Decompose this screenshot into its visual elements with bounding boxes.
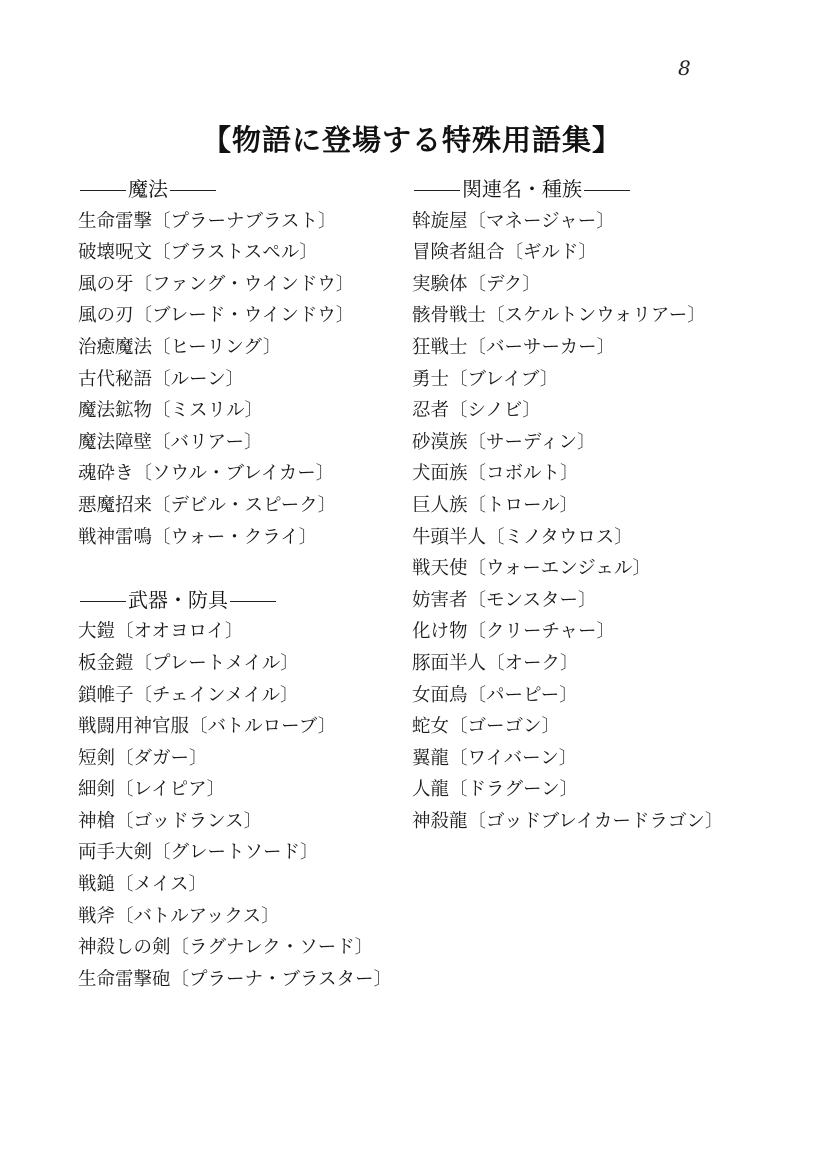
term-item: 忍者〔シノビ〕 — [412, 400, 541, 422]
section-heading-label: 武器・防具 — [128, 587, 228, 612]
term-item: 魔法障壁〔バリアー〕 — [78, 431, 263, 453]
term-list-weapons-armor — [78, 616, 408, 995]
term-item: 実験体〔デク〕 — [412, 273, 541, 295]
heading-dash — [80, 190, 126, 191]
section-heading-names-races — [412, 174, 792, 206]
term-item: 風の牙〔ファング・ウインドウ〕 — [78, 273, 355, 295]
term-item: 板金鎧〔プレートメイル〕 — [78, 652, 299, 674]
term-item: 生命雷撃〔プラーナブラスト〕 — [78, 210, 337, 232]
term-item: 両手大剣〔グレートソード〕 — [78, 842, 319, 864]
term-item: 魔法鉱物〔ミスリル〕 — [78, 400, 264, 422]
section-heading-label: 魔法 — [128, 177, 168, 201]
term-item: 化け物〔クリーチャー〕 — [412, 621, 615, 643]
section-heading-weapons-armor — [78, 585, 408, 617]
term-item: 骸骨戦士〔スケルトンウォリアー〕 — [412, 305, 706, 327]
section-heading-magic — [78, 174, 408, 206]
term-item: 翼龍〔ワイバーン〕 — [412, 747, 578, 769]
page-title: 【物語に登場する特殊用語集】 — [201, 123, 622, 157]
term-item: 戦斧〔バトルアックス〕 — [78, 905, 280, 927]
term-item: 勇士〔ブレイブ〕 — [412, 368, 559, 390]
term-item: 豚面半人〔オーク〕 — [412, 652, 579, 674]
term-list-magic — [78, 206, 408, 554]
term-item: 犬面族〔コボルト〕 — [412, 463, 579, 485]
heading-dash — [230, 601, 276, 602]
term-item: 破壊呪文〔ブラストスペル〕 — [78, 242, 318, 264]
right-column — [412, 174, 792, 837]
term-item: 戦神雷鳴〔ウォー・クライ〕 — [78, 526, 318, 548]
term-item: 女面鳥〔パーピー〕 — [412, 684, 578, 706]
term-item: 人龍〔ドラグーン〕 — [412, 779, 579, 801]
heading-dash — [170, 190, 216, 191]
term-item: 冒険者組合〔ギルド〕 — [412, 242, 597, 264]
term-item: 砂漠族〔サーディン〕 — [412, 431, 596, 453]
term-item: 狂戦士〔バーサーカー〕 — [412, 336, 616, 358]
term-item: 蛇女〔ゴーゴン〕 — [412, 716, 561, 738]
term-item: 大鎧〔オオヨロイ〕 — [78, 621, 244, 643]
term-item: 生命雷撃砲〔プラーナ・ブラスター〕 — [78, 968, 392, 990]
term-item: 悪魔招来〔デビル・スピーク〕 — [78, 494, 337, 516]
heading-dash — [584, 190, 630, 191]
term-item: 妨害者〔モンスター〕 — [412, 589, 597, 611]
term-item: 戦鎚〔メイス〕 — [78, 874, 207, 896]
term-item: 古代秘語〔ルーン〕 — [78, 368, 245, 390]
page-number: 8 — [678, 56, 691, 80]
term-item: 細剣〔レイピア〕 — [78, 779, 226, 801]
term-item: 風の刃〔ブレード・ウインドウ〕 — [78, 305, 355, 327]
term-item: 短剣〔ダガー〕 — [78, 747, 208, 769]
term-item: 魂砕き〔ソウル・ブレイカー〕 — [78, 463, 335, 485]
section-spacer — [78, 553, 408, 585]
term-list-names-races — [412, 206, 792, 838]
term-item: 鎖帷子〔チェインメイル〕 — [78, 684, 299, 706]
term-item: 治癒魔法〔ヒーリング〕 — [78, 336, 282, 358]
term-item: 牛頭半人〔ミノタウロス〕 — [412, 526, 633, 548]
term-item: 戦闘用神官服〔バトルローブ〕 — [78, 716, 337, 738]
heading-dash — [414, 190, 460, 191]
term-item: 戦天使〔ウォーエンジェル〕 — [412, 558, 651, 580]
term-item: 神殺龍〔ゴッドブレイカードラゴン〕 — [412, 810, 724, 832]
heading-dash — [80, 601, 126, 602]
term-item: 斡旋屋〔マネージャー〕 — [412, 210, 615, 232]
left-column — [78, 174, 408, 995]
term-item: 神殺しの剣〔ラグナレク・ソード〕 — [78, 937, 374, 959]
section-heading-label: 関連名・種族 — [462, 177, 582, 201]
term-item: 神槍〔ゴッドランス〕 — [78, 810, 263, 832]
term-item: 巨人族〔トロール〕 — [412, 494, 579, 516]
